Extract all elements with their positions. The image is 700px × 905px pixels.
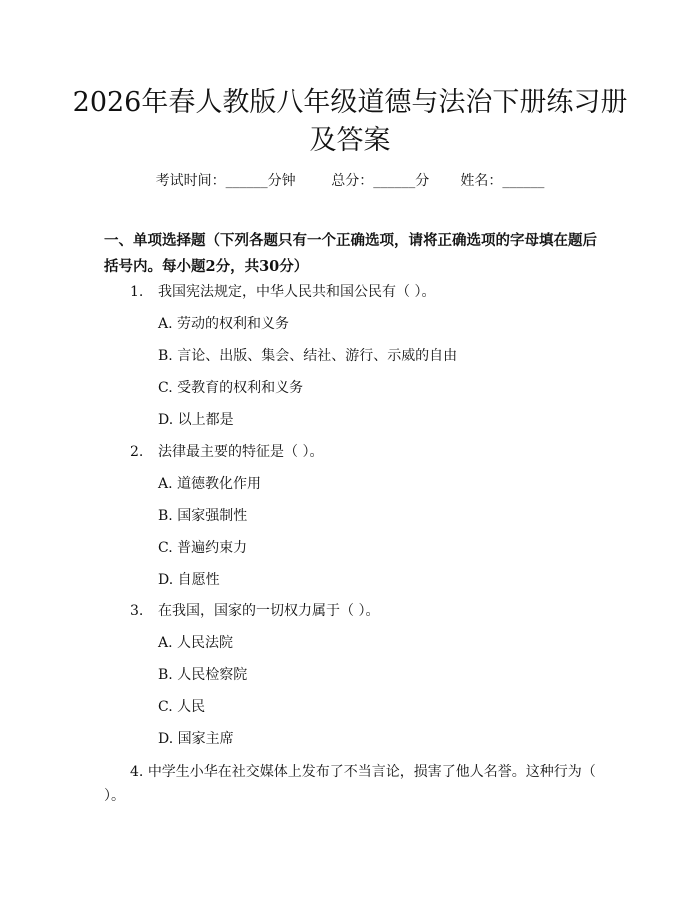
question-2-option-c: C. 普遍约束力 (158, 540, 248, 556)
question-2-number: 2. (130, 444, 144, 460)
question-1-option-a: A. 劳动的权利和义务 (158, 316, 290, 332)
question-3-text: 在我国，国家的一切权力属于（ ）。 (158, 603, 380, 619)
question-1-option-b: B. 言论、出版、集会、结社、游行、示威的自由 (158, 348, 458, 364)
document-title: 2026年春人教版八年级道德与法治下册练习册及答案 (72, 87, 628, 156)
question-2-text: 法律最主要的特征是（ ）。 (158, 444, 324, 460)
question-3-option-a: A. 人民法院 (158, 635, 234, 651)
question-3-option-b: B. 人民检察院 (158, 667, 248, 683)
section-heading: 一、单项选择题（下列各题只有一个正确选项，请将正确选项的字母填在题后括号内。每小题2分，共30分） (104, 232, 597, 275)
total-score-field: 总分：______分 (331, 173, 430, 189)
question-2-option-d: D. 自愿性 (158, 572, 220, 588)
question-1-option-c: C. 受教育的权利和义务 (158, 380, 304, 396)
question-1-option-d: D. 以上都是 (158, 412, 234, 428)
question-3-option-c: C. 人民 (158, 699, 206, 715)
question-4-text: 中学生小华在社交媒体上发布了不当言论，损害了他人名誉。这种行为（ ）。 (104, 764, 596, 804)
question-3-option-d: D. 国家主席 (158, 731, 234, 747)
exam-meta (0, 170, 700, 190)
question-3-number: 3. (130, 603, 144, 619)
question-4 (104, 760, 604, 808)
name-field: 姓名：______ (460, 173, 545, 189)
question-1-number: 1. (130, 284, 144, 300)
question-2-option-a: A. 道德教化作用 (158, 476, 262, 492)
question-4-number: 4. (130, 764, 144, 780)
question-2-option-b: B. 国家强制性 (158, 508, 248, 524)
exam-time-field: 考试时间：______分钟 (155, 173, 296, 189)
question-1-text: 我国宪法规定，中华人民共和国公民有（ ）。 (158, 284, 436, 300)
